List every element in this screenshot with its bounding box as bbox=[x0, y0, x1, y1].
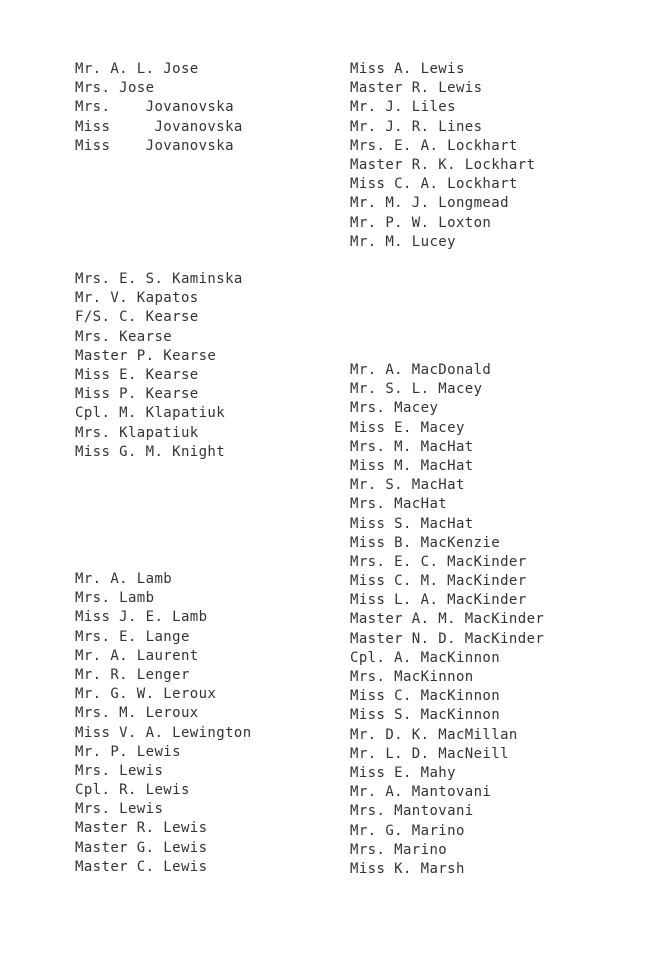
name-entry: Master R. Lewis bbox=[75, 820, 208, 837]
name-entry: Mr. J. Liles bbox=[350, 99, 456, 116]
name-entry: Miss C. M. MacKinder bbox=[350, 573, 527, 590]
name-entry: Mr. P. Lewis bbox=[75, 743, 181, 760]
name-entry: Master N. D. MacKinder bbox=[350, 630, 545, 647]
name-entry: Miss S. MacKinnon bbox=[350, 707, 501, 724]
name-entry: Mrs. Marino bbox=[350, 841, 448, 858]
name-entry: Mr. A. Lamb bbox=[75, 571, 173, 587]
name-entry: Mr. L. D. MacNeill bbox=[350, 745, 509, 762]
name-entry: Mr. A. L. Jose bbox=[75, 61, 199, 77]
name-entry: Mr. D. K. MacMillan bbox=[350, 726, 518, 743]
name-entry: Mrs. Lewis bbox=[75, 801, 164, 818]
name-entry: Mrs. Jose bbox=[75, 80, 155, 97]
name-entry: Mrs. M. MacHat bbox=[350, 438, 474, 455]
name-entry: Cpl. M. Klapatiuk bbox=[75, 405, 226, 422]
name-entry: Miss V. A. Lewington bbox=[75, 724, 252, 741]
name-entry: Miss Jovanovska bbox=[75, 137, 234, 154]
name-entry: Mr. A. Laurent bbox=[75, 647, 199, 664]
name-entry: Mrs. Lewis bbox=[75, 762, 164, 779]
name-entry: Mrs. MacKinnon bbox=[350, 669, 474, 685]
name-entry: Master A. M. MacKinder bbox=[350, 611, 545, 628]
name-entry: Miss C. A. Lockhart bbox=[350, 176, 518, 193]
name-entry: Miss E. Mahy bbox=[350, 764, 456, 781]
name-entry: Cpl. A. MacKinnon bbox=[350, 649, 501, 666]
name-entry: Mrs. Macey bbox=[350, 400, 439, 417]
name-entry: Miss M. MacHat bbox=[350, 457, 474, 474]
name-entry: Mrs. E. S. Kaminska bbox=[75, 271, 243, 287]
name-entry: Master R. K. Lockhart bbox=[350, 156, 536, 173]
name-entry: Mrs. Jovanovska bbox=[75, 99, 234, 116]
name-group-l-continued bbox=[350, 60, 535, 252]
name-entry: Miss G. M. Knight bbox=[75, 443, 226, 460]
name-entry: Miss Jovanovska bbox=[75, 118, 243, 135]
name-entry: Mrs. MacHat bbox=[350, 496, 448, 513]
name-entry: Mr. S. MacHat bbox=[350, 477, 465, 494]
name-entry: Mrs. Klapatiuk bbox=[75, 424, 199, 441]
name-entry: Mr. G. Marino bbox=[350, 822, 465, 839]
name-entry: Cpl. R. Lewis bbox=[75, 782, 190, 799]
name-entry: Mr. G. W. Leroux bbox=[75, 686, 217, 703]
name-entry: F/S. C. Kearse bbox=[75, 309, 199, 326]
name-entry: Miss E. Macey bbox=[350, 419, 465, 436]
name-entry: Master G. Lewis bbox=[75, 839, 208, 856]
name-entry: Master P. Kearse bbox=[75, 347, 217, 364]
name-entry: Mrs. E. C. MacKinder bbox=[350, 553, 527, 570]
name-entry: Master R. Lewis bbox=[350, 80, 483, 97]
name-entry: Mr. J. R. Lines bbox=[350, 118, 483, 135]
name-entry: Mrs. M. Leroux bbox=[75, 705, 199, 722]
name-entry: Mr. M. Lucey bbox=[350, 233, 456, 250]
name-entry: Mrs. Kearse bbox=[75, 328, 173, 345]
name-entry: Mrs. E. A. Lockhart bbox=[350, 137, 518, 154]
name-entry: Mr. P. W. Loxton bbox=[350, 214, 492, 231]
name-entry: Mr. S. L. Macey bbox=[350, 381, 483, 398]
name-entry: Mrs. Lamb bbox=[75, 590, 155, 607]
name-entry: Mrs. E. Lange bbox=[75, 628, 190, 645]
name-entry: Miss A. Lewis bbox=[350, 61, 465, 77]
name-entry: Mr. R. Lenger bbox=[75, 666, 190, 683]
name-entry: Miss B. MacKenzie bbox=[350, 534, 501, 551]
name-group-m bbox=[350, 361, 544, 879]
name-entry: Master C. Lewis bbox=[75, 858, 208, 875]
name-entry: Miss J. E. Lamb bbox=[75, 609, 208, 626]
name-entry: Miss C. MacKinnon bbox=[350, 688, 501, 705]
name-entry: Mr. A. Mantovani bbox=[350, 784, 492, 801]
name-entry: Miss E. Kearse bbox=[75, 366, 199, 383]
name-entry: Mr. V. Kapatos bbox=[75, 290, 199, 307]
name-entry: Miss K. Marsh bbox=[350, 860, 465, 877]
name-entry: Mr. A. MacDonald bbox=[350, 362, 492, 378]
name-entry: Miss P. Kearse bbox=[75, 386, 199, 403]
name-entry: Mrs. Mantovani bbox=[350, 803, 474, 820]
name-entry: Miss S. MacHat bbox=[350, 515, 474, 532]
name-entry: Miss L. A. MacKinder bbox=[350, 592, 527, 609]
name-entry: Mr. M. J. Longmead bbox=[350, 195, 509, 212]
